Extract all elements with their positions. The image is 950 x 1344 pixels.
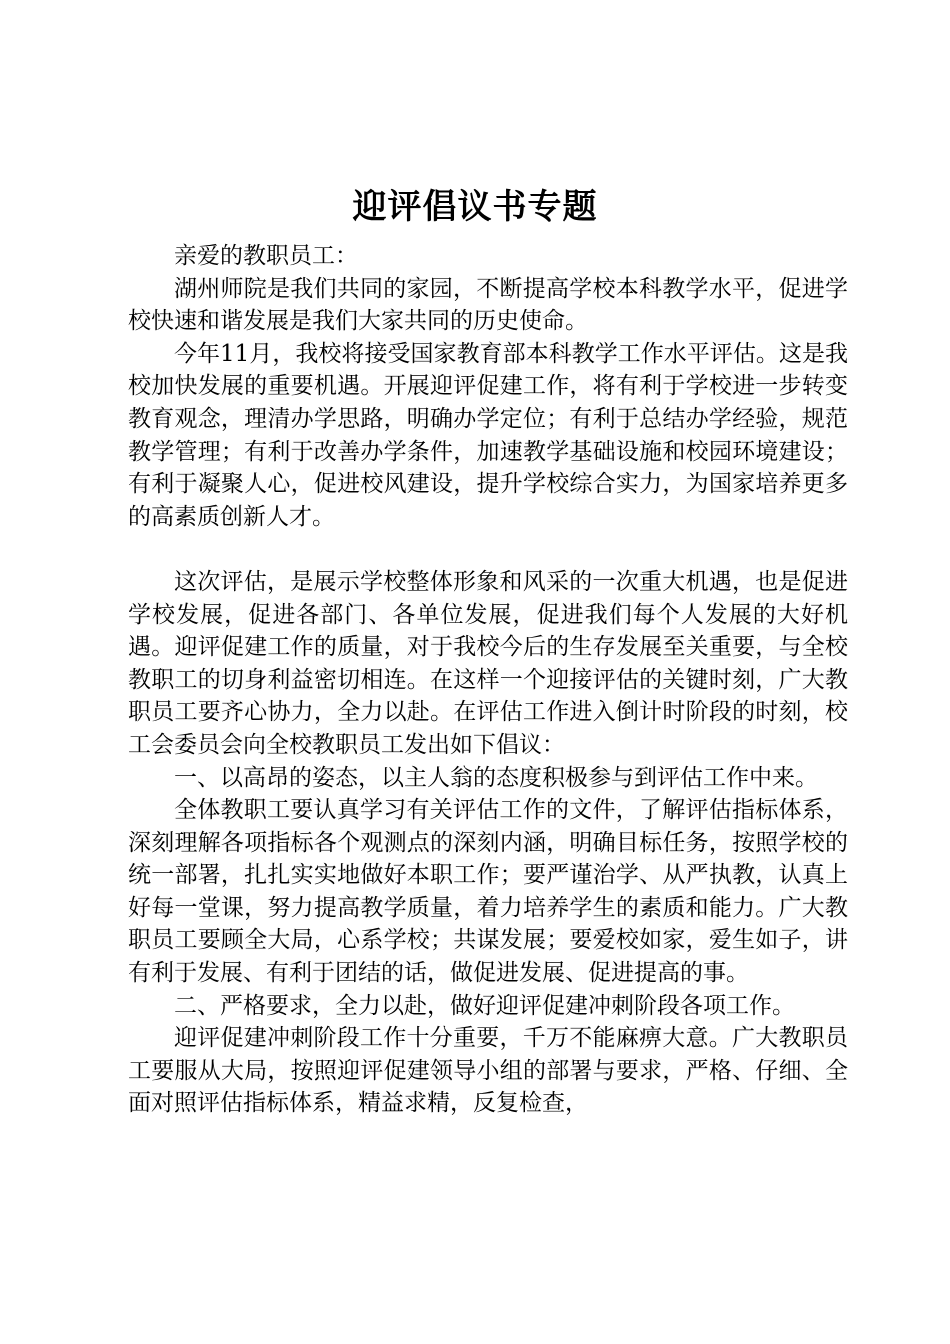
- body-paragraph: 迎评促建冲刺阶段工作十分重要，千万不能麻痹大意。广大教职员工要服从大局，按照迎评促建领导小组的部署与要求，严格、仔细、全面对照评估指标体系，精益求精，反复检查，: [128, 1025, 848, 1117]
- body-paragraph: 全体教职工要认真学习有关评估工作的文件，了解评估指标体系，深刻理解各项指标各个观测点的深刻内涵，明确目标任务，按照学校的统一部署，扎扎实实地做好本职工作；要严谨治学、从严执教，认真上好每一堂课，努力提高教学质量，着力培养学生的素质和能力。广大教职员工要顾全大局，心系学校；共谋发展；要爱校如家，爱生如子，讲有利于发展、有利于团结的话，做促进发展、促进提高的事。: [128, 797, 848, 987]
- body-paragraph: 湖州师院是我们共同的家园，不断提高学校本科教学水平，促进学校快速和谐发展是我们大家共同的历史使命。: [128, 275, 848, 335]
- section-heading: 一、以高昂的姿态，以主人翁的态度积极参与到评估工作中来。: [174, 764, 818, 791]
- body-paragraph: 今年11月，我校将接受国家教育部本科教学工作水平评估。这是我校加快发展的重要机遇。开展迎评促建工作，将有利于学校进一步转变教育观念，理清办学思路，明确办学定位；有利于总结办学经验，规范教学管理；有利于改善办学条件，加速教学基础设施和校园环境建设；有利于凝聚人心，促进校风建设，提升学校综合实力，为国家培养更多的高素质创新人才。: [128, 340, 848, 530]
- salutation: 亲爱的教职员工：: [174, 243, 358, 269]
- section-heading: 二、严格要求，全力以赴，做好迎评促建冲刺阶段各项工作。: [174, 992, 795, 1019]
- document-title: 迎评倡议书专题: [352, 187, 598, 227]
- document-body: [128, 240, 848, 1120]
- paragraph-spacer: [128, 533, 848, 566]
- body-paragraph: 这次评估，是展示学校整体形象和风采的一次重大机遇，也是促进学校发展，促进各部门、各单位发展，促进我们每个人发展的大好机遇。迎评促建工作的质量，对于我校今后的生存发展至关重要，与全校教职工的切身利益密切相连。在这样一个迎接评估的关键时刻，广大教职员工要齐心协力，全力以赴。在评估工作进入倒计时阶段的时刻，校工会委员会向全校教职员工发出如下倡议：: [128, 568, 848, 758]
